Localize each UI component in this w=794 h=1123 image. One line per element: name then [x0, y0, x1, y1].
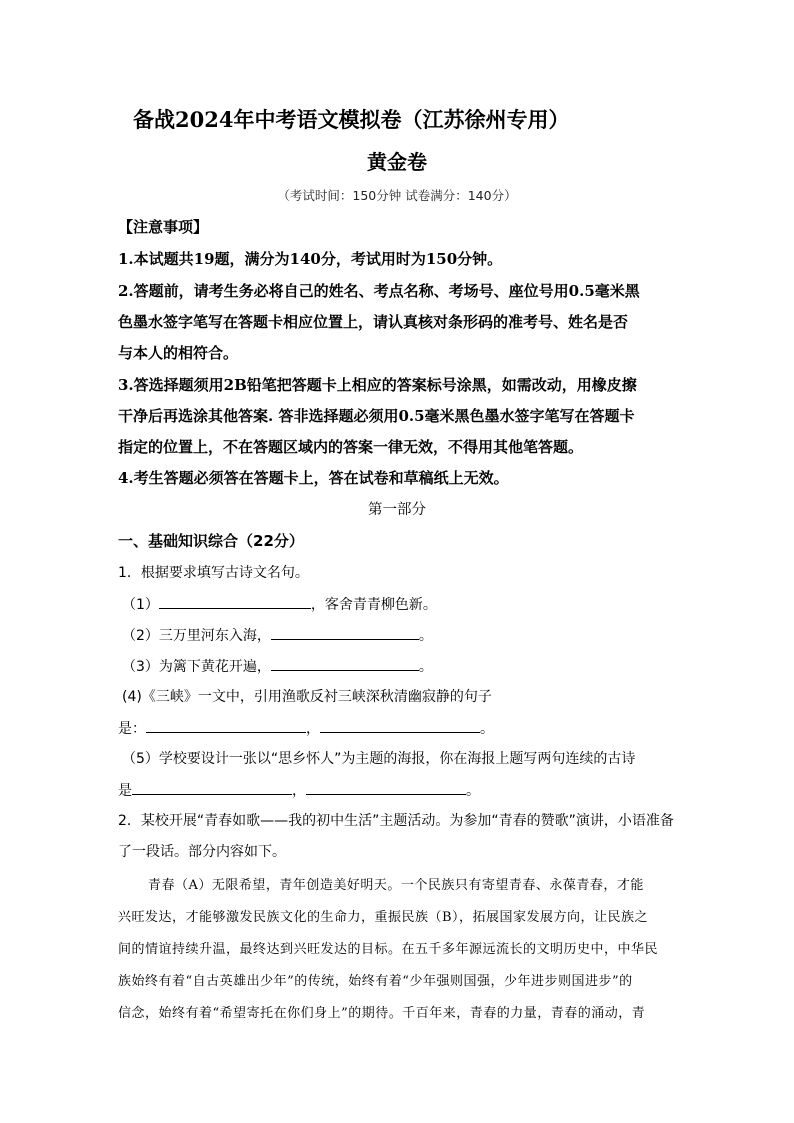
passage-line: 间的情谊持续升温，最终达到兴旺发达的目标。在五千多年源远流长的文明历史中，中华民: [118, 942, 659, 957]
notice-line: 3.答选择题须用2B铅笔把答题卡上相应的答案标号涂黑，如需改动，用橡皮擦: [118, 376, 637, 394]
notice-line: 1.本试题共19题，满分为140分，考试用时为150分钟。: [118, 250, 503, 268]
notice-line: 指定的位置上，不在答题区域内的答案一律无效，不得用其他笔答题。: [118, 438, 584, 456]
question-1-item-4: (4)《三峡》一文中，引用渔歌反衬三峡深秋清幽寂静的句子: [122, 689, 492, 705]
page-title: 备战2024年中考语文模拟卷（江苏徐州专用）: [133, 107, 570, 132]
question-1-item-2: （2）三万里河东入海， 。: [122, 624, 433, 645]
question-2-stem: 了一段话。部分内容如下。: [118, 844, 286, 860]
part-heading: 第一部分: [368, 502, 426, 518]
question-1-item-5-answer: 是 ， 。: [118, 779, 480, 800]
notice-heading: 【注意事项】: [118, 218, 209, 236]
passage-line: 青春（A）无限希望，青年创造美好明天。一个民族只有寄望青春、永葆青春，才能: [148, 878, 644, 893]
notice-line: 与本人的相符合。: [118, 344, 239, 362]
exam-info: （考试时间：150分钟 试卷满分：140分）: [277, 188, 517, 203]
section-heading: 一、基础知识综合（22分）: [118, 532, 304, 550]
answer-blank[interactable]: [320, 717, 480, 733]
question-1-item-1: （1） ，客舍青青柳色新。: [122, 593, 437, 614]
answer-blank[interactable]: [146, 717, 306, 733]
answer-blank[interactable]: [271, 655, 419, 671]
question-1-item-3: （3）为篱下黄花开遍， 。: [122, 655, 433, 676]
question-1-stem: 1．根据要求填写古诗文名句。: [118, 565, 309, 581]
answer-blank[interactable]: [132, 779, 292, 795]
page-subtitle: 黄金卷: [367, 150, 427, 174]
question-2-stem: 2．某校开展“青春如歌——我的初中生活”主题活动。为参加“青春的赞歌”演讲，小语准备: [118, 813, 674, 829]
notice-line: 4.考生答题必须答在答题卡上，答在试卷和草稿纸上无效。: [118, 469, 509, 487]
passage-line: 族始终有着“自古英雄出少年”的传统，始终有着“少年强则国强，少年进步则国进步”的: [118, 974, 633, 989]
answer-blank[interactable]: [271, 624, 419, 640]
passage-line: 信念，始终有着“希望寄托在你们身上”的期待。千百年来，青春的力量，青春的涌动，青: [118, 1006, 646, 1021]
question-1-item-4-answer: 是： ， 。: [118, 717, 494, 738]
passage-line: 兴旺发达，才能够激发民族文化的生命力，重振民族（B），拓展国家发展方向，让民族之: [118, 910, 649, 925]
answer-blank[interactable]: [306, 779, 466, 795]
notice-line: 2.答题前，请考生务必将自己的姓名、考点名称、考场号、座位号用0.5毫米黑: [118, 282, 640, 300]
notice-line: 干净后再选涂其他答案. 答非选择题必须用0.5毫米黑色墨水签字笔写在答题卡: [118, 407, 635, 425]
question-1-item-5: （5）学校要设计一张以“思乡怀人”为主题的海报，你在海报上题写两句连续的古诗: [122, 751, 636, 767]
notice-line: 色墨水签字笔写在答题卡相应位置上，请认真核对条形码的准考号、姓名是否: [118, 313, 629, 331]
answer-blank[interactable]: [159, 593, 311, 609]
